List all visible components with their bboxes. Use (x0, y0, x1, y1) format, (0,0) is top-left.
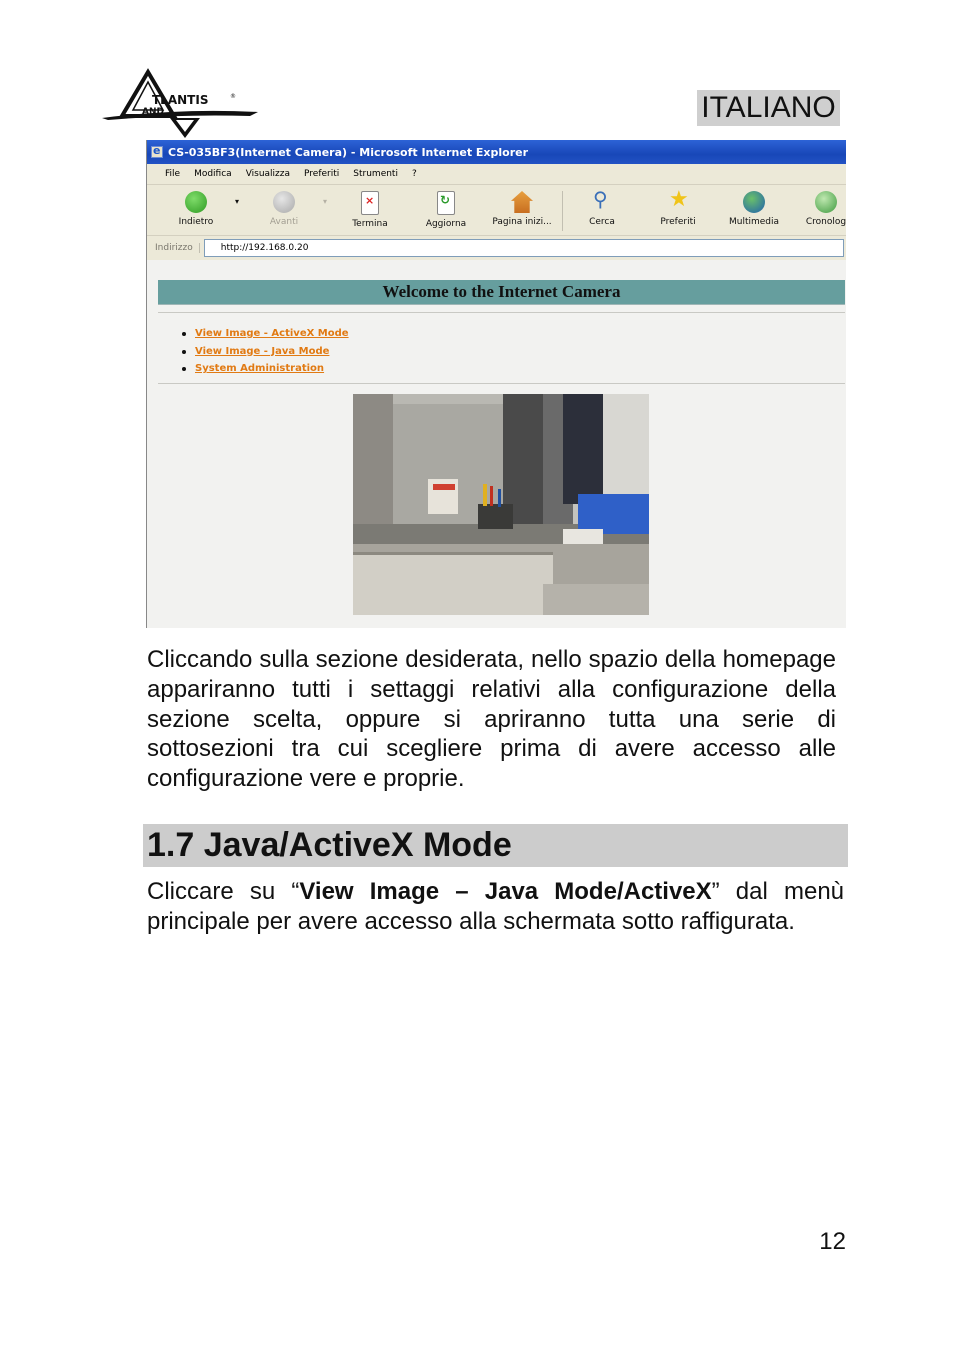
link-activex-mode[interactable]: View Image - ActiveX Mode (195, 328, 349, 339)
window-title: CS-035BF3(Internet Camera) - Microsoft Internet Explorer (168, 145, 529, 159)
home-button[interactable]: Pagina inizi... (487, 191, 557, 227)
paragraph-instructions: Cliccare su “View Image – Java Mode/ActiveX” dal menù principale per avere accesso alla schermata sotto raffigurata. (147, 878, 845, 935)
toolbar (147, 185, 846, 236)
menu-preferiti[interactable]: Preferiti (304, 169, 340, 179)
history-button[interactable]: Cronolog (791, 191, 846, 227)
svg-text:AND: AND (142, 107, 164, 117)
refresh-icon: ↻ (437, 191, 455, 215)
svg-text:®: ® (230, 93, 236, 100)
welcome-banner: Welcome to the Internet Camera (158, 280, 845, 305)
back-dropdown-icon[interactable]: ▾ (235, 197, 240, 206)
forward-button[interactable]: Avanti (249, 191, 319, 227)
atlantis-land-logo (100, 68, 260, 140)
menu-visualizza[interactable]: Visualizza (245, 169, 291, 179)
toolbar-separator (562, 191, 563, 231)
page-number: 12 (819, 1228, 846, 1255)
stop-icon: × (361, 191, 379, 215)
history-clock-icon (815, 191, 837, 213)
menu-help[interactable]: ? (411, 169, 417, 179)
search-button[interactable]: ⚲ Cerca (589, 187, 615, 227)
menu-item-reference: View Image – Java Mode/ActiveX (299, 878, 712, 905)
back-button[interactable]: Indietro (161, 191, 231, 227)
language-label: ITALIANO (697, 90, 840, 126)
media-button[interactable]: Multimedia (719, 191, 789, 227)
globe-icon (743, 191, 765, 213)
web-page-content (147, 260, 846, 628)
browser-screenshot (146, 140, 846, 628)
home-icon (511, 191, 533, 213)
window-titlebar (147, 140, 846, 164)
favorites-button[interactable]: ★ Preferiti (660, 187, 696, 227)
address-bar (147, 236, 846, 261)
menu-strumenti[interactable]: Strumenti (353, 169, 398, 179)
refresh-button[interactable]: ↻ Aggiorna (425, 193, 467, 229)
menu-bar (147, 164, 846, 185)
camera-snapshot-image (353, 394, 649, 615)
link-java-mode[interactable]: View Image - Java Mode (195, 345, 330, 357)
forward-dropdown-icon[interactable]: ▾ (323, 197, 328, 206)
address-label: Indirizzo (147, 243, 200, 253)
link-system-administration[interactable]: System Administration (195, 363, 325, 374)
menu-file[interactable]: File (165, 169, 181, 179)
back-arrow-icon (185, 191, 207, 213)
search-icon: ⚲ (593, 187, 608, 211)
stop-button[interactable]: × Termina (335, 191, 405, 229)
list-item (182, 325, 349, 343)
list-item (182, 360, 349, 378)
list-item (182, 343, 349, 361)
paragraph-intro: Cliccando sulla sezione desiderata, nello spazio della homepage appariranno tutti i settaggi relativi alla configurazione della sezione scelta, oppure si apriranno tutta una serie di sottosezioni tra cui scegliere prima di avere accesso alle configurazione vere e proprie. (147, 646, 836, 793)
menu-modifica[interactable]: Modifica (194, 169, 232, 179)
section-heading-bar (143, 824, 848, 867)
address-input[interactable] (204, 239, 844, 257)
camera-menu (158, 312, 845, 384)
section-title: 1.7 Java/ActiveX Mode (147, 826, 512, 864)
svg-text:TLANTIS: TLANTIS (152, 93, 209, 107)
ie-icon (151, 146, 163, 158)
address-value: http://192.168.0.20 (220, 243, 309, 253)
forward-arrow-icon (273, 191, 295, 213)
star-icon: ★ (669, 187, 689, 212)
